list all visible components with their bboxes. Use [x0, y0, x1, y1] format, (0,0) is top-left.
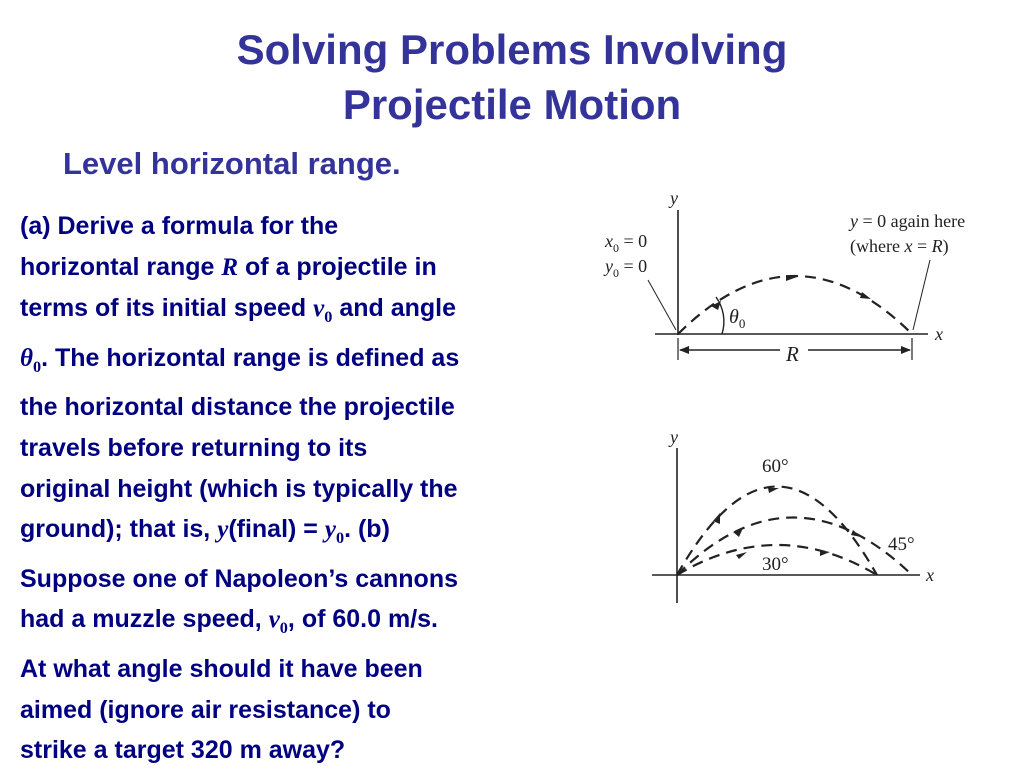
var-symbol: v — [268, 606, 280, 634]
trajectory-30-arrow — [736, 552, 747, 559]
text-line — [20, 469, 630, 510]
text-line — [20, 247, 630, 289]
text-span: aimed (ignore air resistance) to — [20, 695, 391, 724]
range-label: R — [786, 342, 799, 366]
var-v0 — [268, 606, 288, 638]
landing-note-line1: y = 0 again here — [850, 211, 966, 231]
text-line — [20, 509, 630, 559]
var-subscript: 0 — [32, 357, 42, 376]
text-line — [20, 559, 630, 600]
text-line — [20, 387, 630, 428]
text-span: At what angle should it have been — [20, 654, 423, 683]
var-subscript: 0 — [279, 619, 288, 638]
var-y0 — [324, 516, 345, 548]
text-line — [20, 599, 630, 649]
slide-title — [0, 22, 1024, 132]
angle-30-label: 30° — [762, 554, 789, 575]
landing-note-line2: (where x = R) — [850, 236, 949, 256]
text-span: horizontal range — [20, 252, 222, 281]
trajectory-60-arrow — [768, 488, 779, 493]
y0-label: $y_0 = 0$ — [605, 256, 648, 280]
range-arrow-right — [901, 346, 911, 354]
var-subscript: 0 — [324, 308, 333, 327]
text-span: (final) = — [228, 515, 325, 544]
y-axis-label: y — [670, 427, 678, 447]
text-line — [20, 338, 630, 388]
angle-arc — [716, 297, 724, 334]
text-span: and angle — [332, 294, 457, 323]
range-diagram — [590, 185, 1024, 375]
text-span: Suppose one of Napoleon’s cannons — [20, 564, 459, 593]
var-symbol: θ — [20, 344, 33, 372]
var-symbol: v — [313, 295, 325, 323]
landing-leader — [913, 260, 930, 330]
text-line — [20, 649, 630, 690]
trajectory-45-arrow — [851, 530, 861, 537]
x-axis-label: x — [926, 565, 934, 585]
var-subscript: 0 — [335, 529, 345, 548]
text-line — [20, 690, 630, 731]
text-line — [20, 288, 630, 338]
angle-60-label: 60° — [762, 456, 789, 477]
var-symbol: y — [324, 516, 336, 544]
subtitle: Level horizontal range. — [63, 146, 401, 181]
text-span: travels before returning to its — [20, 433, 368, 462]
text-span: strike a target 320 m away? — [20, 736, 346, 765]
x-axis-label: x — [935, 324, 943, 344]
text-span: (a) Derive a formula for the — [20, 212, 339, 240]
var-R: R — [221, 253, 239, 281]
text-span: , of 60.0 m/s. — [287, 605, 438, 634]
text-span: the horizontal distance the projectile — [20, 393, 455, 422]
text-line — [20, 730, 630, 771]
text-line — [20, 428, 630, 469]
text-span: of a projectile in — [238, 252, 437, 281]
text-span: . The horizontal range is defined as — [41, 343, 460, 372]
text-span: ground); that is, — [20, 515, 218, 544]
text-span: had a muzzle speed, — [20, 605, 269, 634]
angle-theta-label: $\theta_0$ — [729, 306, 746, 331]
var-v0 — [313, 295, 333, 327]
y-axis-label: y — [670, 188, 678, 208]
text-span: . (b) — [344, 515, 390, 544]
var-theta0 — [20, 344, 42, 376]
title-line-1: Solving Problems Involving — [236, 26, 788, 73]
trajectory-45 — [677, 518, 912, 576]
range-arrow-left — [679, 346, 689, 354]
angles-diagram — [620, 420, 1024, 610]
title-line-2: Projectile Motion — [342, 81, 682, 128]
text-span: terms of its initial speed — [20, 294, 314, 323]
origin-leader — [648, 280, 676, 330]
x0-label: $x_0 = 0$ — [605, 231, 648, 255]
trajectory-arrow — [860, 292, 871, 299]
problem-text — [20, 206, 630, 771]
text-line — [20, 206, 630, 247]
text-span: original height (which is typically the — [20, 474, 458, 503]
angle-45-label: 45° — [888, 534, 915, 555]
var-y: y — [217, 516, 229, 544]
